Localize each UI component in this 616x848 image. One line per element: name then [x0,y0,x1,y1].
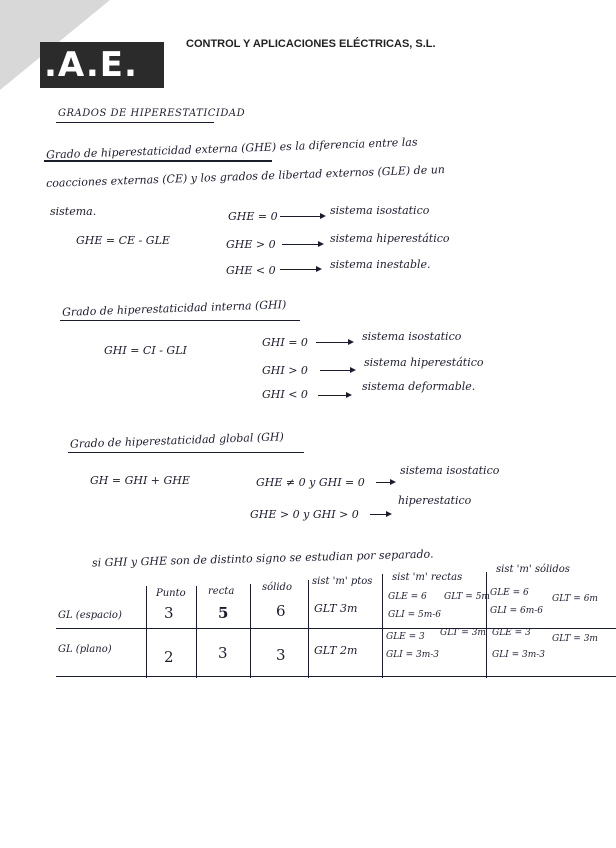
table-divider [146,586,147,678]
cell-ptos: GLT 2m [314,644,358,657]
global-result2: hiperestatico [398,494,472,507]
external-formula: GHE = CE - GLE [76,234,170,247]
cell-rectas-gli: GLI = 5m-6 [388,610,442,620]
cell-punto: 3 [164,604,174,622]
table-divider [486,572,487,678]
cell-punto: 2 [164,648,174,666]
cell-solido: 6 [276,602,286,620]
global-underline [68,452,304,453]
external-definition-line3: sistema. [50,205,97,218]
cell-ptos: GLT 3m [314,602,358,615]
external-case1: GHE = 0 [228,210,278,223]
cell-recta: 5 [218,604,229,622]
cell-solido: 3 [276,646,286,664]
external-case3: GHE < 0 [226,264,276,277]
internal-result2: sistema hiperestático [364,356,484,369]
header-solido: sólido [262,582,292,593]
internal-title: Grado de hiperestaticidad interna (GHI) [61,298,287,319]
external-definition-line1: Grado de hiperestaticidad externa (GHE) es la diferencia entre las [45,135,418,162]
global-result1: sistema isostatico [400,464,500,477]
arrow-icon [282,244,322,245]
title-underline [56,122,214,123]
sign-note: si GHI y GHE son de distinto signo se estudian por separado. [91,547,434,570]
cell-recta: 3 [218,644,228,662]
internal-case1: GHI = 0 [262,336,308,349]
arrow-icon [376,482,394,483]
internal-underline [60,320,300,321]
cell-solidos-glt: GLT = 3m [552,634,598,644]
external-underline [44,160,272,162]
table-divider [196,586,197,678]
cell-solidos-gle: GLE = 6 [490,588,529,598]
table-rule [56,676,616,677]
header-sist-ptos: sist 'm' ptos [312,576,373,587]
arrow-icon [320,370,354,371]
cell-rectas-gli: GLI = 3m-3 [386,650,440,660]
global-case1: GHE ≠ 0 y GHI = 0 [256,476,365,489]
global-title: Grado de hiperestaticidad global (GH) [69,430,285,451]
global-formula: GH = GHI + GHE [90,474,190,487]
table-divider [250,584,251,678]
internal-case3: GHI < 0 [262,388,308,401]
table-divider [382,574,383,678]
internal-case2: GHI > 0 [262,364,308,377]
header-sist-rectas: sist 'm' rectas [392,572,463,583]
cell-solidos-glt: GLT = 6m [552,594,598,604]
internal-result1: sistema isostatico [362,330,462,343]
cell-solidos-gle: GLE = 3 [492,628,531,638]
table-rule [56,628,616,629]
arrow-icon [280,269,320,270]
table-divider [308,580,309,678]
external-definition-line2: coacciones externas (CE) y los grados de libertad externos (GLE) de un [45,163,446,190]
internal-result3: sistema deformable. [362,380,476,393]
header-recta: recta [208,586,235,597]
external-case2: GHE > 0 [226,238,276,251]
row-label-espacio: GL (espacio) [58,610,122,621]
notes-title: GRADOS DE HIPERESTATICIDAD [58,108,246,119]
cell-solidos-gli: GLI = 3m-3 [492,650,546,660]
cell-rectas-gle: GLE = 6 [388,592,427,602]
header-sist-solidos: sist 'm' sólidos [496,564,570,575]
arrow-icon [318,395,350,396]
company-logo: .A.E. [40,42,164,88]
cell-rectas-glt: GLT = 3m [440,628,486,638]
global-case2: GHE > 0 y GHI > 0 [250,508,359,521]
external-result3: sistema inestable. [330,258,431,271]
cell-solidos-gli: GLI = 6m-6 [490,606,544,616]
company-name: CONTROL Y APLICACIONES ELÉCTRICAS, S.L. [186,38,436,50]
internal-formula: GHI = CI - GLI [104,344,187,357]
arrow-icon [316,342,352,343]
cell-rectas-glt: GLT = 5m [444,592,490,602]
external-result1: sistema isostatico [330,204,430,217]
cell-rectas-gle: GLE = 3 [386,632,425,642]
arrow-icon [280,216,324,217]
arrow-icon [370,514,390,515]
row-label-plano: GL (plano) [58,644,112,655]
external-result2: sistema hiperestático [330,232,450,245]
header-punto: Punto [156,588,186,599]
